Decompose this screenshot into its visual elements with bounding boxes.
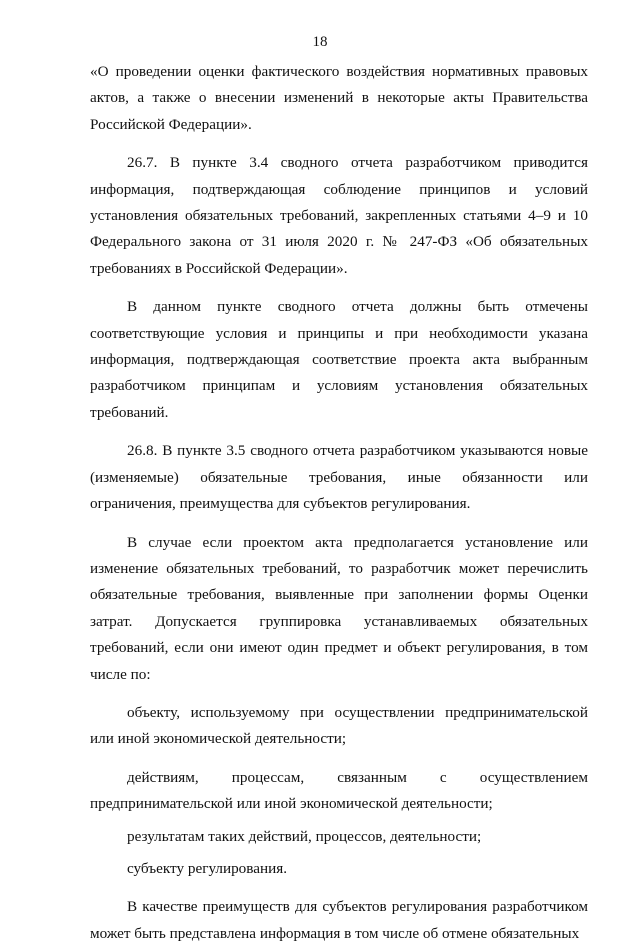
page-number: 18 — [312, 34, 328, 50]
paragraph-5: В случае если проектом акта предполагается установление или изменение обязательных требований, то разработчик может перечислить обязательные требования, выявленные при заполнении формы Оценки затрат. Допускается группировка устанавливаемых обязательных требований, если они имеют один предмет и объект регулирования, в том числе по: — [90, 533, 588, 683]
document-body — [90, 59, 588, 947]
paragraph-advantages: В качестве преимуществ для субъектов регулирования разработчиком может быть представлена информация в том числе об отмене обязательных — [90, 898, 588, 942]
paragraph-3: В данном пункте сводного отчета должны быть отмечены соответствующие условия и принципы и при необходимости указана информация, подтверждающая соответствие проекта акта выбранным разработчиком принципам и условиям установления обязательных требований. — [90, 298, 588, 421]
paragraph-2: 26.7. В пункте 3.4 сводного отчета разработчиком приводится информация, подтверждающая соблюдение принципов и условий установления обязательных требований, закрепленных статьями 4–9 и 10 Федерального закона от 31 июля 2020 г. № 247-ФЗ «Об обязательных требованиях в Российской Федерации». — [90, 154, 588, 277]
paragraph-1: «О проведении оценки фактического воздействия нормативных правовых актов, а также о внесении изменений в некоторые акты Правительства Российской Федерации». — [90, 63, 588, 133]
list-item-results: результатам таких действий, процессов, деятельности; — [127, 827, 482, 845]
list-item-subject: субъекту регулирования. — [127, 859, 288, 877]
list-item-actions: действиям, процессам, связанным с осуществлением предпринимательской или иной экономической деятельности; — [90, 768, 588, 813]
list-item-object: объекту, используемому при осуществлении предпринимательской или иной экономической деятельности; — [90, 703, 588, 748]
paragraph-4: 26.8. В пункте 3.5 сводного отчета разработчиком указываются новые (изменяемые) обязательные требования, иные обязанности или ограничения, преимущества для субъектов регулирования. — [90, 442, 588, 513]
